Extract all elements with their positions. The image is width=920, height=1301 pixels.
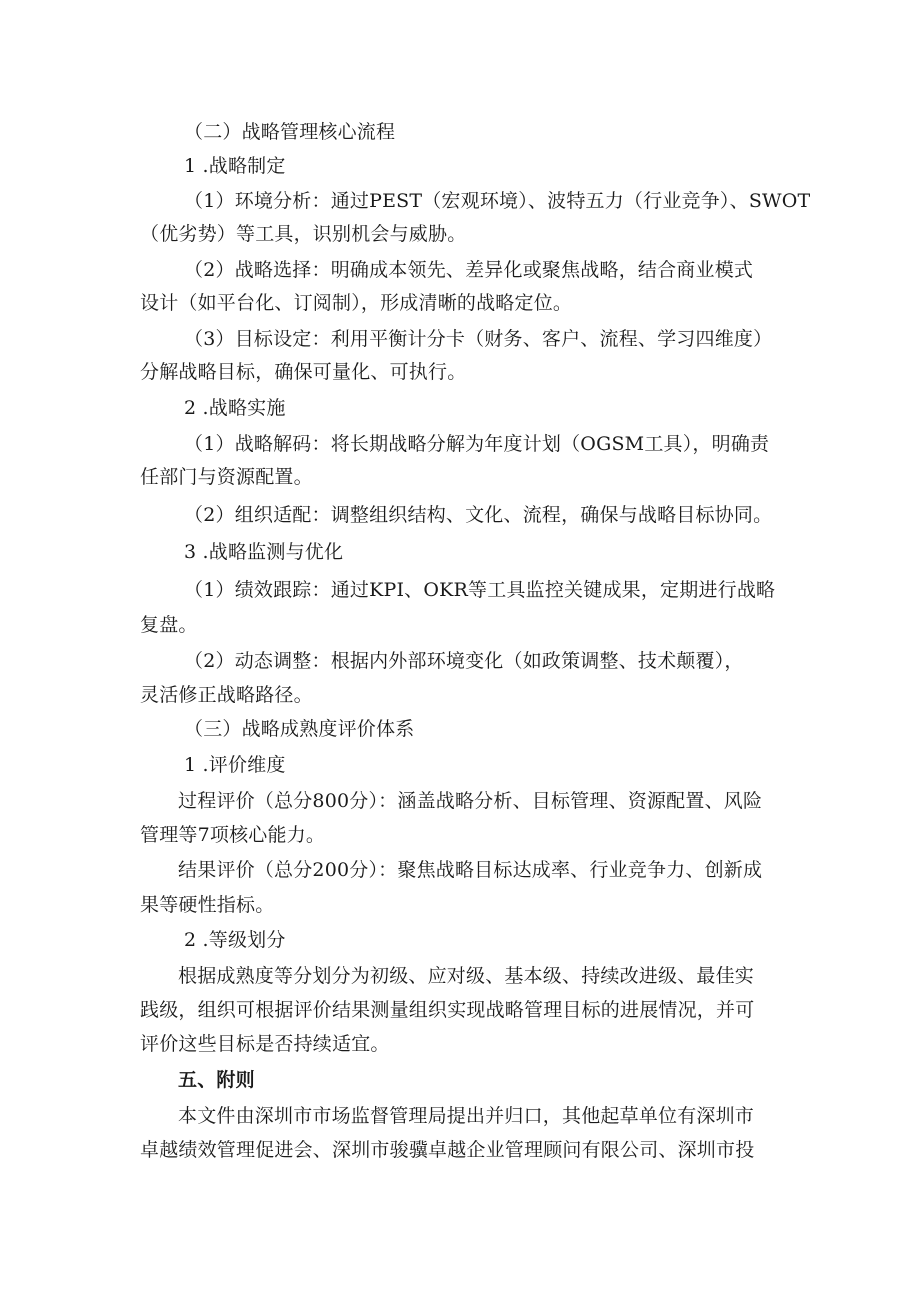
paragraph-line: 本文件由深圳市市场监督管理局提出并归口，其他起草单位有深圳市 [178, 1105, 755, 1127]
paragraph-line: 复盘。 [140, 614, 198, 636]
paragraph-line: （3）目标设定：利用平衡计分卡（财务、客户、流程、学习四维度） [184, 328, 773, 350]
subsection-heading: 2 .战略实施 [184, 397, 286, 419]
paragraph-line: （2）动态调整：根据内外部环境变化（如政策调整、技术颠覆）， [184, 650, 744, 672]
paragraph-line: 果等硬性指标。 [140, 894, 275, 916]
paragraph-line: 过程评价（总分800分）：涵盖战略分析、目标管理、资源配置、风险 [178, 790, 763, 812]
paragraph-line: 设计（如平台化、订阅制），形成清晰的战略定位。 [140, 292, 573, 314]
paragraph-line: （1）绩效跟踪：通过KPI、OKR等工具监控关键成果，定期进行战略 [184, 579, 776, 601]
subsection-heading: 3 .战略监测与优化 [184, 541, 344, 563]
subsection-heading: 1 .战略制定 [184, 155, 286, 177]
paragraph-line: 评价这些目标是否持续适宜。 [140, 1033, 390, 1055]
paragraph-line: 分解战略目标，确保可量化、可执行。 [140, 361, 467, 383]
paragraph-line: （2）战略选择：明确成本领先、差异化或聚焦战略，结合商业模式 [184, 259, 754, 281]
paragraph-line: （优劣势）等工具，识别机会与威胁。 [140, 223, 467, 245]
section-heading: 五、附则 [178, 1069, 255, 1091]
paragraph-line: 任部门与资源配置。 [140, 466, 313, 488]
paragraph-line: （2）组织适配：调整组织结构、文化、流程，确保与战略目标协同。 [184, 504, 773, 526]
paragraph-line: 卓越绩效管理促进会、深圳市骏骥卓越企业管理顾问有限公司、深圳市投 [140, 1139, 755, 1161]
section-heading: （二）战略管理核心流程 [184, 121, 396, 143]
paragraph-line: （1）环境分析：通过PEST（宏观环境）、波特五力（行业竞争）、SWOT [184, 190, 811, 212]
paragraph-line: 根据成熟度等分划分为初级、应对级、基本级、持续改进级、最佳实 [178, 965, 755, 987]
paragraph-line: 管理等7项核心能力。 [140, 824, 326, 846]
subsection-heading: 1 .评价维度 [184, 754, 286, 776]
subsection-heading: 2 .等级划分 [184, 929, 286, 951]
paragraph-line: （1）战略解码：将长期战略分解为年度计划（OGSM工具），明确责 [184, 433, 770, 455]
paragraph-line: 灵活修正战略路径。 [140, 684, 313, 706]
paragraph-line: 结果评价（总分200分）：聚焦战略目标达成率、行业竞争力、创新成 [178, 859, 763, 881]
paragraph-line: 践级，组织可根据评价结果测量组织实现战略管理目标的进展情况，并可 [140, 999, 755, 1021]
section-heading: （三）战略成熟度评价体系 [184, 718, 415, 740]
